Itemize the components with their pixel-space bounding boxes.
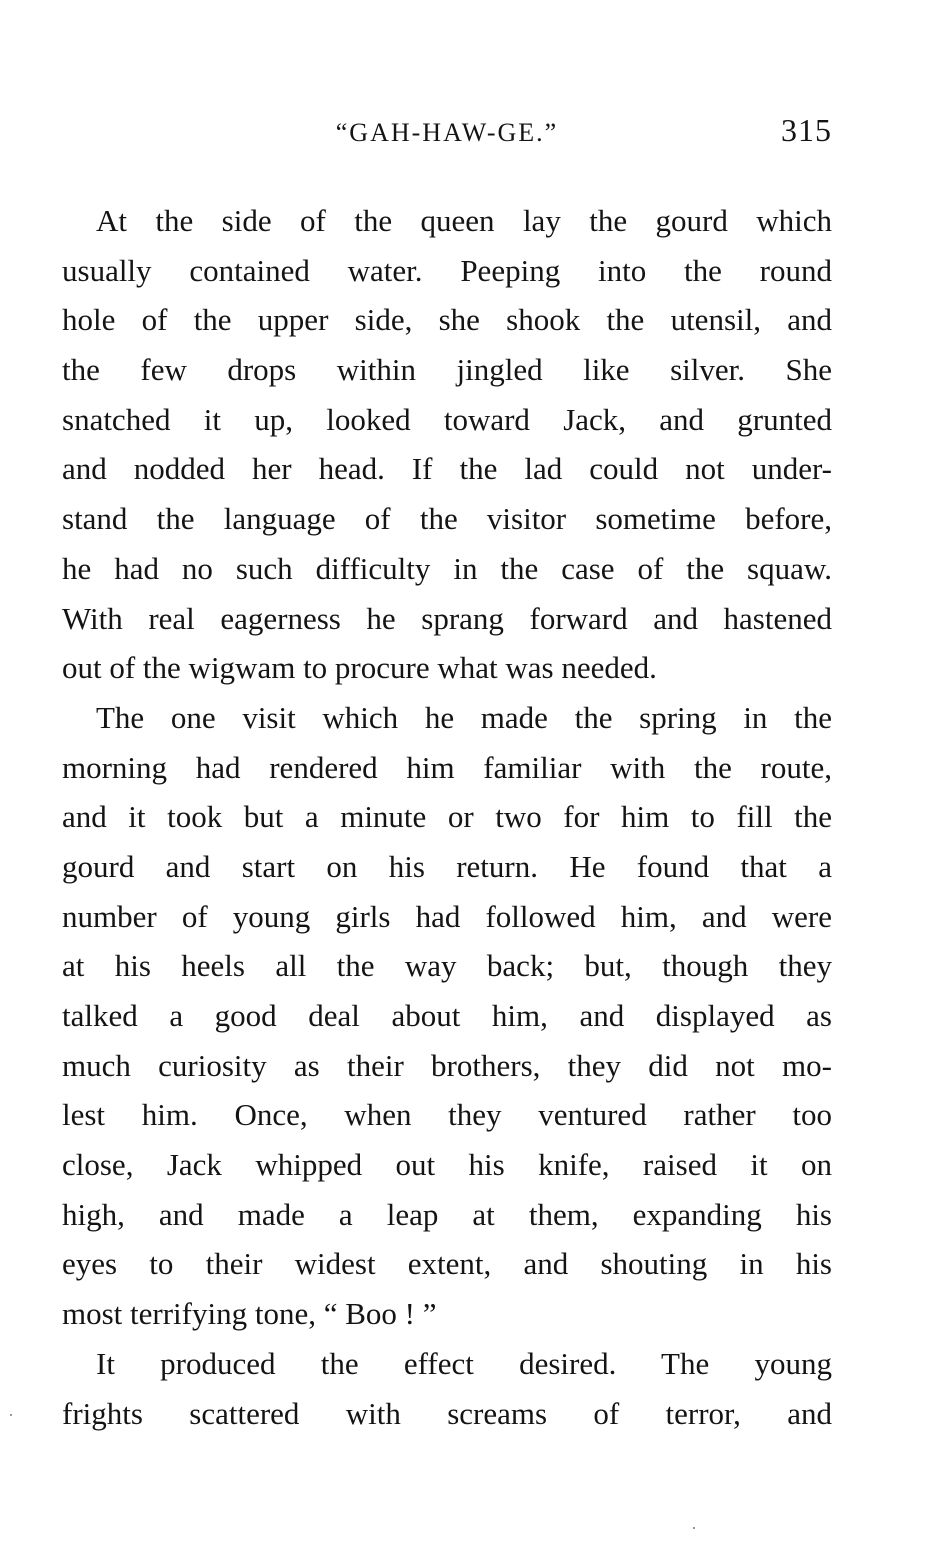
paper-speck — [693, 1527, 695, 1529]
text-line: out of the wigwam to procure what was needed. — [62, 650, 657, 686]
text-line: lest him. Once, when they ventured rather too — [62, 1097, 832, 1133]
text-line: close, Jack whipped out his knife, raised it on — [62, 1147, 832, 1183]
running-title: “GAH-HAW-GE.” — [335, 118, 559, 147]
text-line: gourd and start on his return. He found that a — [62, 848, 832, 884]
paper-speck — [10, 1414, 12, 1416]
body-text — [62, 196, 832, 1438]
text-line: stand the language of the visitor sometime before, — [62, 501, 832, 537]
text-line: snatched it up, looked toward Jack, and grunted — [62, 401, 832, 437]
text-line: and nodded her head. If the lad could not under- — [62, 451, 832, 487]
text-line: eyes to their widest extent, and shouting in his — [62, 1246, 832, 1282]
text-line: most terrifying tone, “ Boo ! ” — [62, 1296, 437, 1332]
text-line: high, and made a leap at them, expanding his — [62, 1196, 832, 1232]
text-line: he had no such difficulty in the case of the squaw. — [62, 550, 832, 586]
text-line: hole of the upper side, she shook the utensil, and — [62, 302, 832, 338]
text-line: At the side of the queen lay the gourd which — [96, 203, 832, 238]
running-head — [62, 112, 832, 152]
text-line: talked a good deal about him, and displayed as — [62, 998, 832, 1033]
text-line: at his heels all the way back; but, though they — [62, 948, 832, 984]
text-line: The one visit which he made the spring in the — [96, 699, 832, 735]
text-line: With real eagerness he sprang forward and hastened — [62, 600, 832, 636]
page-number: 315 — [781, 112, 832, 148]
text-line: number of young girls had followed him, and were — [62, 898, 832, 934]
text-line: and it took but a minute or two for him to fill the — [62, 799, 832, 835]
text-line: the few drops within jingled like silver. She — [62, 352, 832, 388]
text-line: much curiosity as their brothers, they did not mo- — [62, 1047, 832, 1083]
text-line: usually contained water. Peeping into the round — [62, 252, 832, 288]
text-line: It produced the effect desired. The young — [96, 1345, 832, 1381]
text-line: frights scattered with screams of terror, and — [62, 1395, 832, 1431]
text-line: morning had rendered him familiar with the route, — [62, 749, 832, 785]
